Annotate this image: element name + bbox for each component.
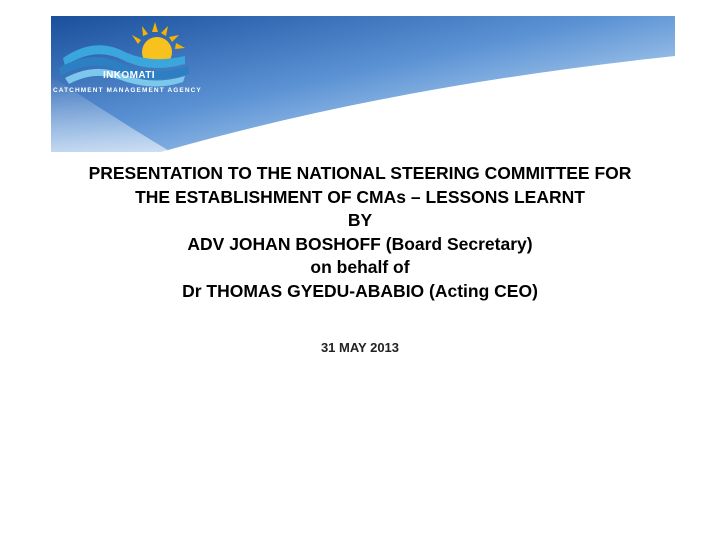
title-line: PRESENTATION TO THE NATIONAL STEERING COMMITTEE FOR [88,163,632,183]
presenter-line: ADV JOHAN BOSHOFF (Board Secretary) [187,233,533,254]
title-line: BY [347,210,373,230]
title-line: on behalf of [310,257,410,277]
logo-subtitle: CATCHMENT MANAGEMENT AGENCY [53,87,202,94]
logo-name: INKOMATI [103,70,155,81]
presentation-title [30,162,690,303]
inkomati-logo [55,18,210,96]
title-line: THE ESTABLISHMENT OF CMAs – LESSONS LEARNT [135,186,585,207]
presentation-date: 31 MAY 2013 [320,340,400,355]
presenter-line: Dr THOMAS GYEDU-ABABIO (Acting CEO) [182,280,538,301]
